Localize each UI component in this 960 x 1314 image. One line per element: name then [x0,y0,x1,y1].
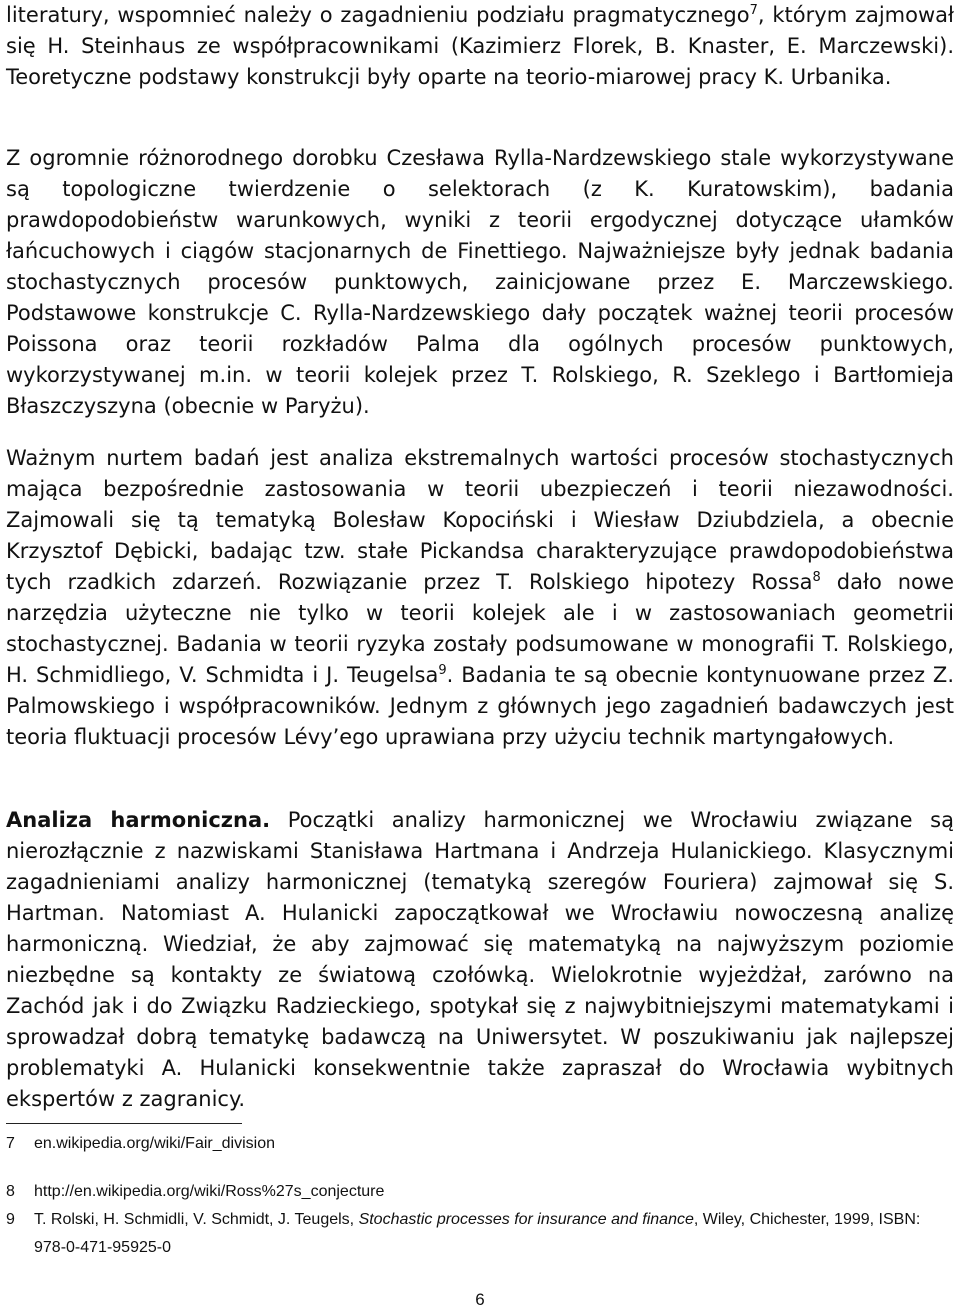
footnote-ref-7[interactable]: 7 [749,3,758,18]
paragraph-harmonic-analysis [6,805,954,1115]
footnote-publisher: , Wiley, Chichester, 1999, ISBN: 978-0-471-95925-0 [34,1211,921,1256]
paragraph-text: Początki analizy harmonicznej we Wrocławiu związane są nierozłącznie z nazwiskami Stanisława Hartmana i Andrzeja Hulanickiego. Klasycznymi zagadnieniami analizy harmonicznej (tematyką szeregów Fouriera) zajmował się S. Hartman. Natomiast A. Hulanicki zapoczątkował we Wrocławiu nowoczesną analizę harmoniczną. Wiedział, że aby zajmować się matematyką na najwyższym poziomie niezbędne są kontakty ze światową czołówką. Wielokrotnie wyjeżdżał, zarówno na Zachód jak i do Związku Radzieckiego, spotykał się z najwybitniejszymi matematykami i sprowadzał dobrą tematykę badawczą na Uniwersytet. W poszukiwaniu jak najlepszej problematyki A. Hulanicki konsekwentnie także zapraszał do Wrocławia wybitnych ekspertów z zagranicy. [6,808,954,1111]
footnote-book-title: Stochastic processes for insurance and finance [358,1211,694,1228]
footnote-number: 9 [6,1211,15,1228]
footnote-number: 8 [6,1183,15,1200]
page-number: 6 [475,1290,485,1309]
section-heading: Analiza harmoniczna. [6,808,271,832]
paragraph-extreme-values [6,443,954,753]
footnote-authors: T. Rolski, H. Schmidli, V. Schmidt, J. Teugels, [34,1211,359,1228]
paragraph-text: Ważnym nurtem badań jest analiza ekstremalnych wartości procesów stochastycznych mająca bezpośrednie zastosowania w teorii ubezpieczeń i teorii niezawodności. Zajmowali się tą tematyką Bolesław Kopociński i Wiesław Dziubdziela, a obecnie Krzysztof Dębicki, badając tzw. stałe Pickandsa charakteryzujące prawdopodobieństwa tych rzadkich zdarzeń. Rozwiązanie przez T. Rolskiego hipotezy Rossa [6,446,954,594]
paragraph-text: , którym zajmował się H. Steinhaus ze współpracownikami (Kazimierz Florek, B. Knaster, E. Marczewski). Teoretyczne podstawy konstrukcji były oparte na teorio-miarowej pracy K. Urbanika. [6,3,954,89]
footnote-divider [6,1123,242,1124]
footnote-ref-8[interactable]: 8 [812,570,821,585]
paragraph-text: Z ogromnie różnorodnego dorobku Czesława Rylla-Nardzewskiego stale wykorzystywane są topologiczne twierdzenie o selektorach (z K. Kuratowskim), badania prawdopodobieństw warunkowych, wyniki z teorii ergodycznej dotyczące ułamków łańcuchowych i ciągów stacjonarnych de Finettiego. Najważniejsze były jednak badania stochastycznych procesów punktowych, zainicjowane przez E. Marczewskiego. Podstawowe konstrukcje C. Rylla-Nardzewskiego dały początek ważnej teorii procesów Poissona oraz teorii rozkładów Palma dla ogólnych procesów punktowych, wykorzystywanej m.in. w teorii kolejek przez T. Rolskiego, R. Szeklego i Bartłomieja Błaszczyszyna (obecnie w Paryżu). [6,146,954,418]
footnote-text [34,1206,944,1262]
paragraph-text: literatury, wspomnieć należy o zagadnieniu podziału pragmatycznego [6,3,750,27]
footnote-ref-9[interactable]: 9 [438,663,447,678]
paragraph-text: . Badania te są obecnie kontynuowane przez Z. Palmowskiego i współpracowników. Jednym z głównych jego zagadnień badawczych jest teoria fluktuacji procesów Lévy’ego uprawiana przy użyciu technik martyngałowych. [6,663,954,749]
paragraph-text: dało nowe narzędzia użyteczne nie tylko w teorii kolejek ale i w zastosowaniach geometrii stochastycznej. Badania w teorii ryzyka zostały podsumowane w monografii T. Rolskiego, H. Schmidliego, V. Schmidta i J. Teugelsa [6,570,954,687]
footnote-link[interactable]: en.wikipedia.org/wiki/Fair_division [34,1135,275,1152]
footnote-link[interactable]: http://en.wikipedia.org/wiki/Ross%27s_conjecture [34,1183,385,1200]
paragraph-fair-division [6,0,954,93]
footnote-number: 7 [6,1135,15,1152]
paragraph-ryll-nardzewski [6,143,954,422]
